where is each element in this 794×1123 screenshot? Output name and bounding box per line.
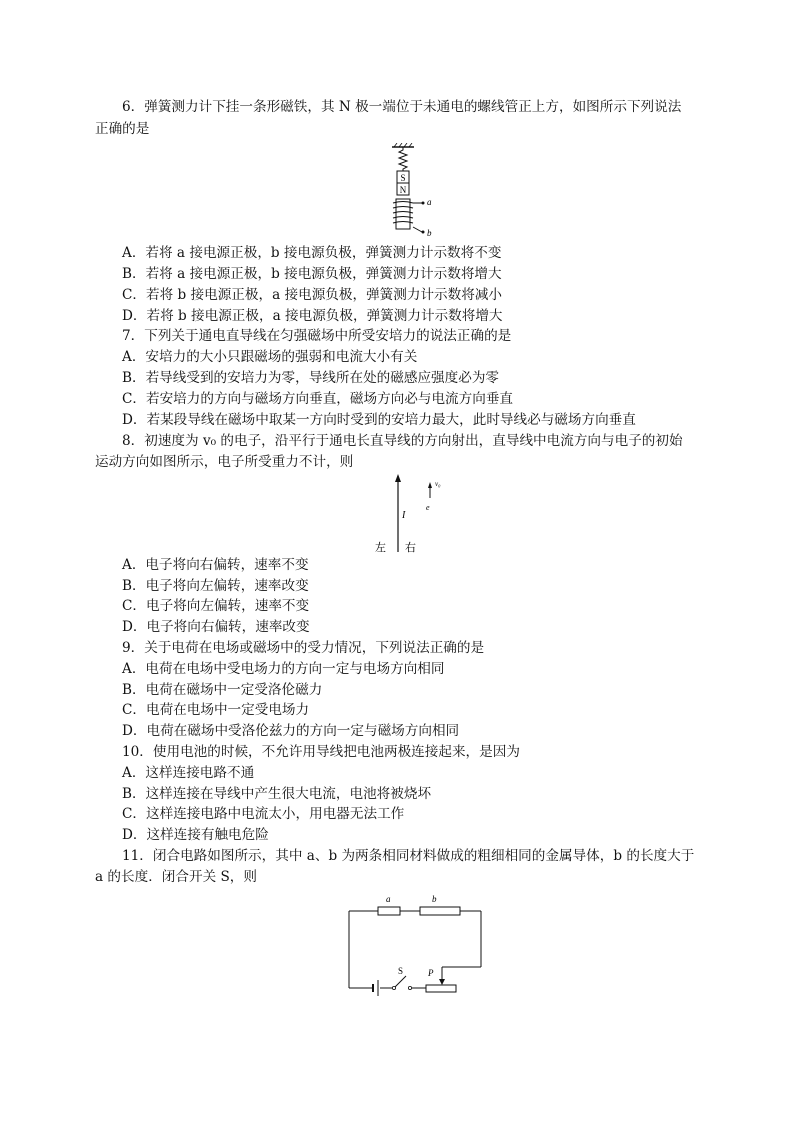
q6-option-a: A．若将 a 接电源正极，b 接电源负极，弹簧测力计示数将不变 bbox=[122, 245, 502, 261]
q8-option-a: A．电子将向右偏转，速率不变 bbox=[122, 557, 309, 573]
q7-option-d: D．若某段导线在磁场中取某一方向时受到的安培力最大，此时导线必与磁场方向垂直 bbox=[122, 412, 636, 428]
electron-label: e bbox=[426, 503, 430, 512]
q6-figure bbox=[384, 143, 444, 239]
q6-stem-line1: 6．弹簧测力计下挂一条形磁铁，其 N 极一端位于未通电的螺线管正上方，如图所示下列说法 bbox=[122, 99, 682, 115]
q9-stem: 9．关于电荷在电场或磁场中的受力情况，下列说法正确的是 bbox=[122, 640, 485, 656]
q10-option-a: A．这样连接电路不通 bbox=[122, 765, 255, 781]
q10-option-c: C．这样连接电路中电流太小，用电器无法工作 bbox=[122, 806, 405, 822]
q7-stem: 7．下列关于通电直导线在匀强磁场中所受安培力的说法正确的是 bbox=[122, 328, 512, 344]
magnet-n-label: N bbox=[399, 185, 407, 195]
q7-option-b: B．若导线受到的安培力为零，导线所在处的磁感应强度必为零 bbox=[122, 370, 500, 386]
label-p: P bbox=[428, 968, 434, 978]
q6-stem-line2: 正确的是 bbox=[95, 121, 150, 137]
v0-label: v₀ bbox=[435, 480, 441, 488]
resistor-b bbox=[420, 907, 460, 915]
q7-option-c: C．若安培力的方向与磁场方向垂直，磁场方向必与电流方向垂直 bbox=[122, 391, 514, 407]
q11-stem-line1: 11．闭合电路如图所示，其中 a、b 为两条相同材料做成的粗细相同的金属导体，b 的长度大于 bbox=[122, 848, 695, 864]
q11-circuit-figure bbox=[342, 890, 488, 1000]
q10-option-b: B．这样连接在导线中产生很大电流，电池将被烧坏 bbox=[122, 786, 432, 802]
slider-arrow bbox=[439, 979, 445, 985]
right-label: 右 bbox=[405, 542, 416, 554]
q9-option-c: C．电荷在电场中一定受电场力 bbox=[122, 702, 310, 718]
magnet-s-label: S bbox=[400, 173, 406, 183]
q8-option-d: D．电子将向右偏转，速率改变 bbox=[122, 619, 310, 635]
switch-s bbox=[394, 976, 406, 988]
q9-option-a: A．电荷在电场中受电场力的方向一定与电场方向相同 bbox=[122, 661, 445, 677]
q8-stem-line1: 8．初速度为 v₀ 的电子，沿平行于通电长直导线的方向射出，直导线中电流方向与电子的初始 bbox=[122, 433, 683, 449]
current-arrow bbox=[395, 474, 401, 482]
q9-option-d: D．电荷在磁场中受洛伦兹力的方向一定与磁场方向相同 bbox=[122, 723, 460, 739]
q9-option-b: B．电荷在磁场中一定受洛伦磁力 bbox=[122, 682, 323, 698]
label-s: S bbox=[398, 966, 404, 976]
q6-option-b: B．若将 a 接电源正极，b 接电源负极，弹簧测力计示数将增大 bbox=[122, 266, 502, 282]
current-label: I bbox=[402, 510, 406, 521]
terminal-b-label: b bbox=[427, 228, 432, 238]
solenoid-core bbox=[396, 199, 410, 229]
left-label: 左 bbox=[375, 542, 386, 554]
rheostat bbox=[426, 985, 456, 992]
label-b: b bbox=[432, 894, 437, 904]
resistor-a bbox=[378, 907, 400, 915]
q11-stem-line2: a 的长度．闭合开关 S，则 bbox=[95, 869, 257, 885]
velocity-arrow bbox=[428, 482, 432, 488]
q8-option-c: C．电子将向左偏转，速率不变 bbox=[122, 598, 310, 614]
terminal-a-label: a bbox=[427, 197, 432, 207]
q10-option-d: D．这样连接有触电危险 bbox=[122, 827, 269, 843]
q8-stem-line2: 运动方向如图所示，电子所受重力不计，则 bbox=[95, 454, 354, 470]
q10-stem: 10．使用电池的时候，不允许用导线把电池两极连接起来，是因为 bbox=[122, 744, 520, 760]
q6-option-c: C．若将 b 接电源正极，a 接电源负极，弹簧测力计示数将减小 bbox=[122, 287, 503, 303]
q8-option-b: B．电子将向左偏转，速率改变 bbox=[122, 578, 309, 594]
q6-option-d: D．若将 b 接电源正极，a 接电源负极，弹簧测力计示数将增大 bbox=[122, 308, 503, 324]
q7-option-a: A．安培力的大小只跟磁场的强弱和电流大小有关 bbox=[122, 349, 418, 365]
label-a: a bbox=[386, 894, 391, 904]
q8-figure bbox=[368, 472, 458, 556]
